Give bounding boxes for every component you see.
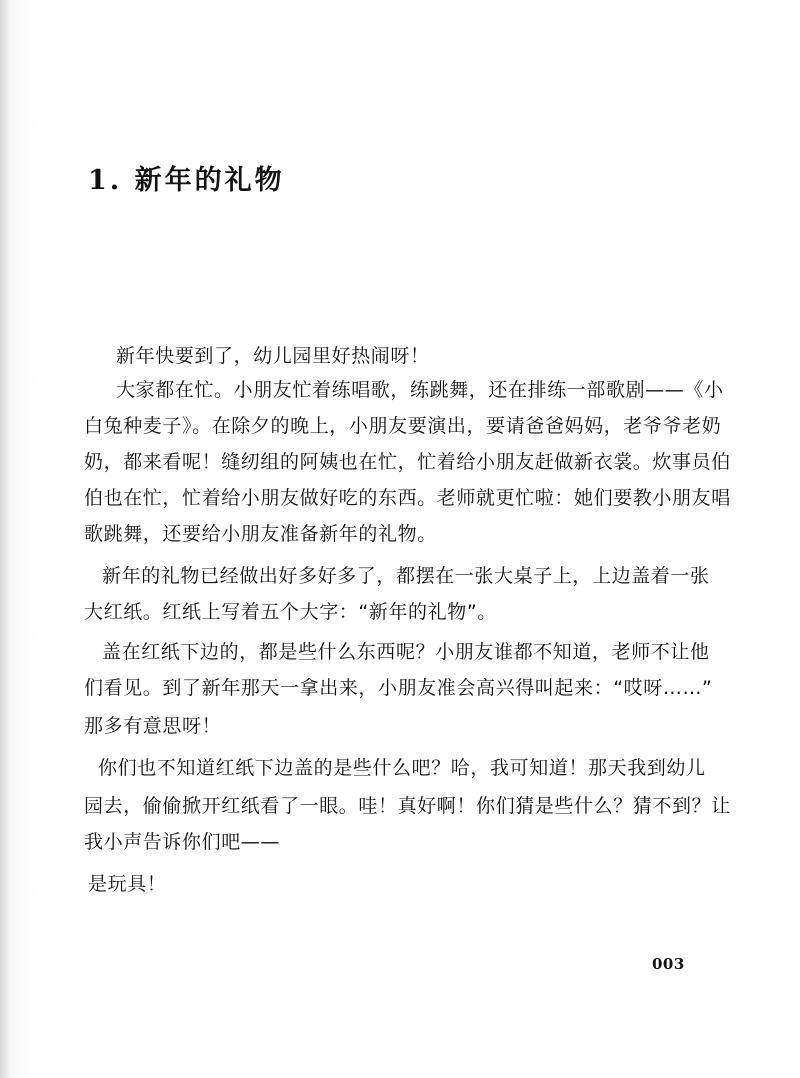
body-line-8: 大红纸。红纸上写着五个大字：“新年的礼物”。 [84, 601, 497, 623]
body-line-5: 伯也在忙，忙着给小朋友做好吃的东西。老师就更忙啦：她们要教小朋友唱 [84, 487, 731, 509]
body-line-3: 白兔种麦子》。在除夕的晚上，小朋友要演出，要请爸爸妈妈，老爷爷老奶 [84, 415, 722, 437]
body-line-7: 新年的礼物已经做出好多好多了，都摆在一张大桌子上，上边盖着一张 [102, 565, 710, 587]
body-line-1: 新年快要到了，幼儿园里好热闹呀！ [116, 345, 430, 367]
body-line-12: 你们也不知道红纸下边盖的是些什么吧？哈，我可知道！那天我到幼儿 [98, 757, 706, 779]
page-number: 003 [652, 955, 685, 973]
body-line-4: 奶，都来看呢！缝纫组的阿姨也在忙，忙着给小朋友赶做新衣裳。炊事员伯 [84, 451, 731, 473]
body-line-13: 园去，偷偷掀开红纸看了一眼。哇！真好啊！你们猜是些什么？猜不到？让 [84, 795, 731, 817]
body-line-14: 我小声告诉你们吧—— [84, 831, 281, 853]
spine-shadow [0, 0, 10, 1078]
body-line-6: 歌跳舞，还要给小朋友准备新年的礼物。 [84, 523, 437, 545]
body-line-2: 大家都在忙。小朋友忙着练唱歌，练跳舞，还在排练一部歌剧——《小 [116, 379, 724, 401]
chapter-title: 1. 新年的礼物 [88, 165, 285, 196]
body-line-11: 那多有意思呀！ [84, 715, 222, 737]
body-line-15: 是玩具！ [88, 873, 167, 895]
body-line-9: 盖在红纸下边的，都是些什么东西呢？小朋友谁都不知道，老师不让他 [102, 641, 710, 663]
body-line-10: 们看见。到了新年那天一拿出来，小朋友准会高兴得叫起来：“哎呀……” [84, 677, 713, 699]
